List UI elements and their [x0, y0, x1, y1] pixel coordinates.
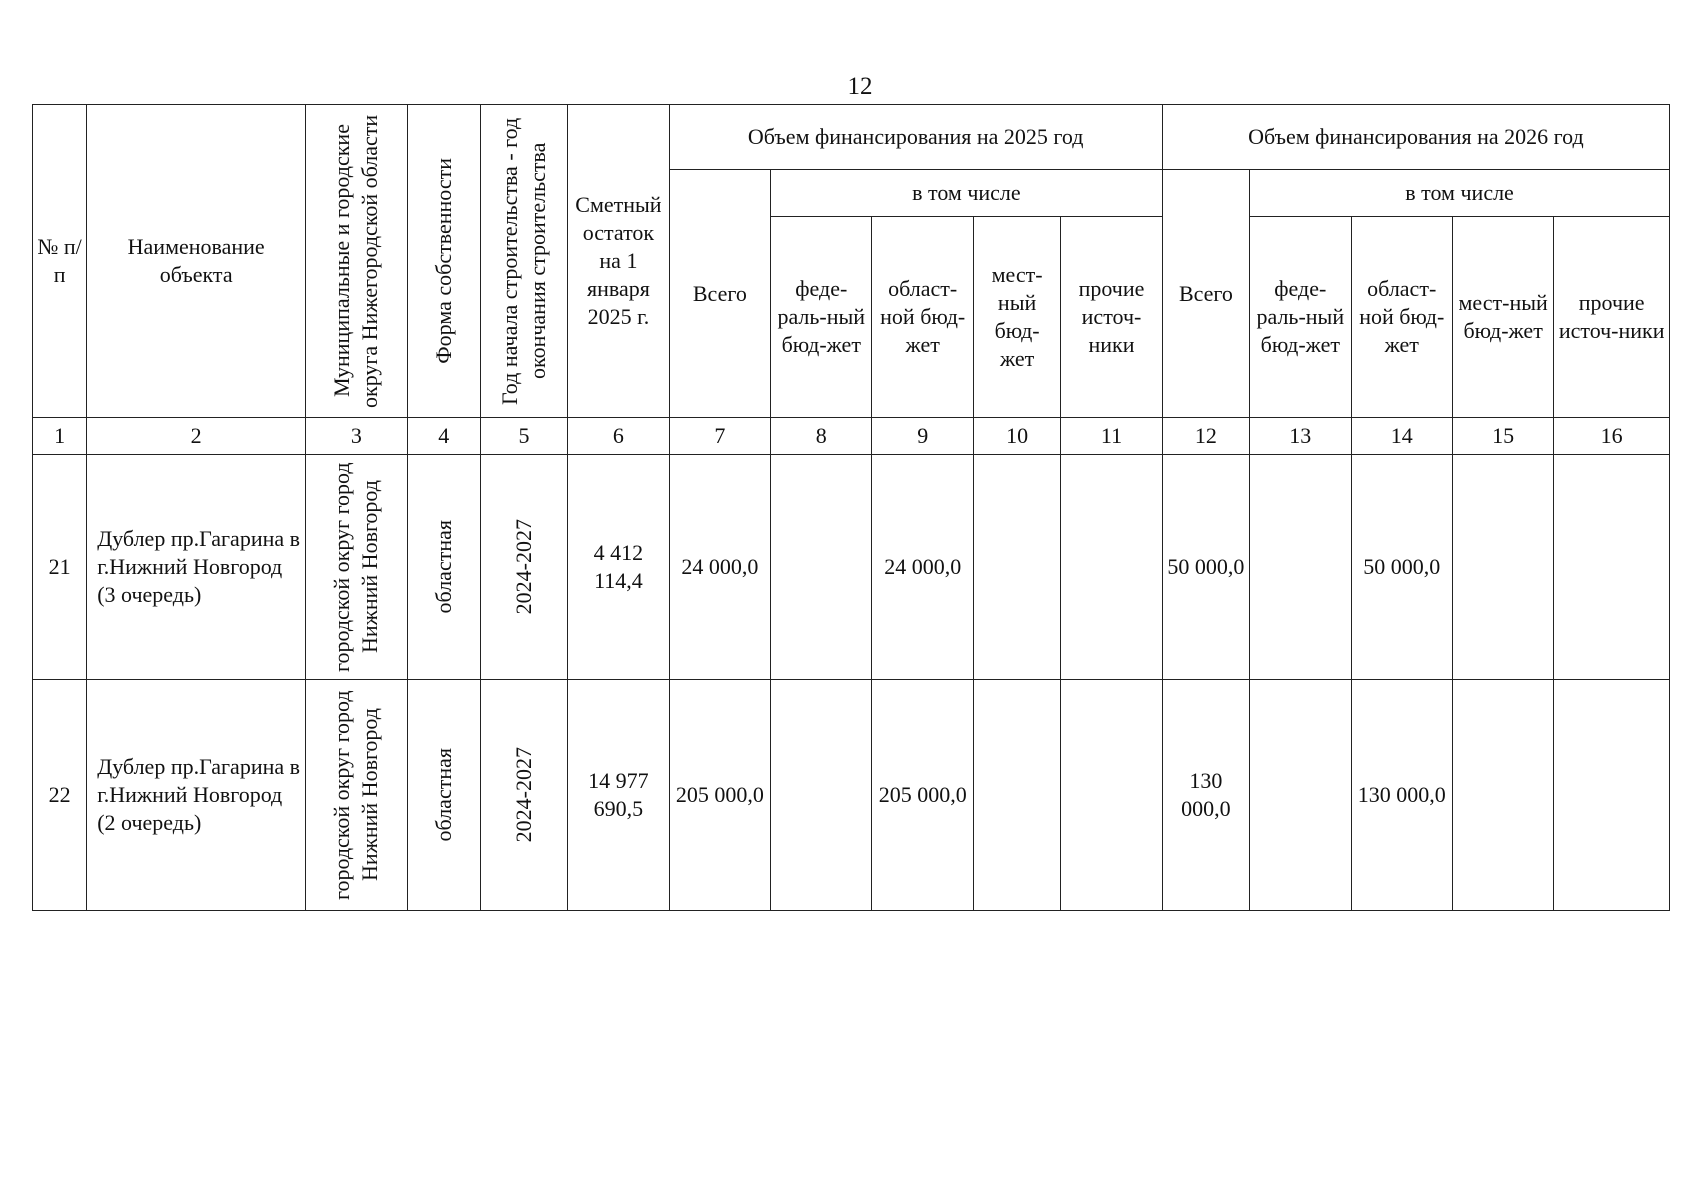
regional-2026: 130 000,0 — [1351, 680, 1452, 911]
federal-2025 — [771, 455, 872, 680]
column-number: 9 — [872, 418, 973, 455]
federal-2026 — [1250, 680, 1351, 911]
funding-table — [32, 104, 1670, 911]
column-number: 13 — [1250, 418, 1351, 455]
column-number: 4 — [407, 418, 480, 455]
table-row — [33, 455, 1670, 680]
other-2025 — [1061, 680, 1162, 911]
header-funding-2025: Объем финансирования на 2025 год — [669, 105, 1162, 170]
header-funding-2026: Объем финансирования на 2026 год — [1162, 105, 1669, 170]
header-ownership — [407, 105, 480, 418]
object-name: Дублер пр.Гагарина в г.Нижний Новгород (2 очередь) — [87, 680, 306, 911]
header-including-2026: в том числе — [1250, 170, 1670, 217]
header-years — [480, 105, 567, 418]
column-number: 15 — [1452, 418, 1553, 455]
other-2025 — [1061, 455, 1162, 680]
header-local-2025: мест-ный бюд-жет — [973, 217, 1060, 418]
column-number: 11 — [1061, 418, 1162, 455]
federal-2025 — [771, 680, 872, 911]
local-2025 — [973, 455, 1060, 680]
header-name: Наименование объекта — [87, 105, 306, 418]
regional-2025: 205 000,0 — [872, 680, 973, 911]
column-number: 8 — [771, 418, 872, 455]
header-regional-2025: област-ной бюд-жет — [872, 217, 973, 418]
header-total-2025: Всего — [669, 170, 770, 418]
column-number: 7 — [669, 418, 770, 455]
ownership-text: областная — [430, 520, 456, 614]
municipality — [306, 455, 407, 680]
header-regional-2026: област-ной бюд-жет — [1351, 217, 1452, 418]
header-estimate: Сметный остаток на 1 января 2025 г. — [568, 105, 669, 418]
column-number: 2 — [87, 418, 306, 455]
other-2026 — [1554, 455, 1670, 680]
row-num: 22 — [33, 680, 87, 911]
header-federal-2026: феде-раль-ный бюд-жет — [1250, 217, 1351, 418]
total-2026: 50 000,0 — [1162, 455, 1249, 680]
column-number-row — [33, 418, 1670, 455]
table-row — [33, 680, 1670, 911]
page-number: 12 — [847, 73, 873, 100]
other-2026 — [1554, 680, 1670, 911]
local-2025 — [973, 680, 1060, 911]
total-2026: 130 000,0 — [1162, 680, 1249, 911]
ownership — [407, 455, 480, 680]
ownership-text: областная — [430, 748, 456, 842]
municipality-text: городской округ город Нижний Новгород — [329, 462, 383, 672]
header-num: № п/п — [33, 105, 87, 418]
header-federal-2025: феде-раль-ный бюд-жет — [771, 217, 872, 418]
years — [480, 680, 567, 911]
header-other-2026: прочие источ-ники — [1554, 217, 1670, 418]
column-number: 6 — [568, 418, 669, 455]
header-local-2026: мест-ный бюд-жет — [1452, 217, 1553, 418]
column-number: 3 — [306, 418, 407, 455]
object-name: Дублер пр.Гагарина в г.Нижний Новгород (3 очередь) — [87, 455, 306, 680]
estimate: 14 977 690,5 — [568, 680, 669, 911]
regional-2025: 24 000,0 — [872, 455, 973, 680]
column-number: 10 — [973, 418, 1060, 455]
column-number: 1 — [33, 418, 87, 455]
local-2026 — [1452, 680, 1553, 911]
estimate: 4 412 114,4 — [568, 455, 669, 680]
local-2026 — [1452, 455, 1553, 680]
total-2025: 205 000,0 — [669, 680, 770, 911]
column-number: 14 — [1351, 418, 1452, 455]
ownership — [407, 680, 480, 911]
years-text: 2024-2027 — [511, 747, 537, 843]
header-municipality — [306, 105, 407, 418]
header-ownership-text: Форма собственности — [430, 158, 456, 364]
municipality-text: городской округ город Нижний Новгород — [329, 690, 383, 900]
federal-2026 — [1250, 455, 1351, 680]
years — [480, 455, 567, 680]
total-2025: 24 000,0 — [669, 455, 770, 680]
row-num: 21 — [33, 455, 87, 680]
header-including-2025: в том числе — [771, 170, 1163, 217]
column-number: 16 — [1554, 418, 1670, 455]
header-other-2025: прочие источ-ники — [1061, 217, 1162, 418]
regional-2026: 50 000,0 — [1351, 455, 1452, 680]
header-years-text: Год начала строительства - год окончания строительства — [497, 117, 551, 405]
column-number: 12 — [1162, 418, 1249, 455]
column-number: 5 — [480, 418, 567, 455]
header-total-2026: Всего — [1162, 170, 1249, 418]
municipality — [306, 680, 407, 911]
header-municipality-text: Муниципальные и городские округа Нижегородской области — [329, 114, 383, 408]
years-text: 2024-2027 — [511, 519, 537, 615]
